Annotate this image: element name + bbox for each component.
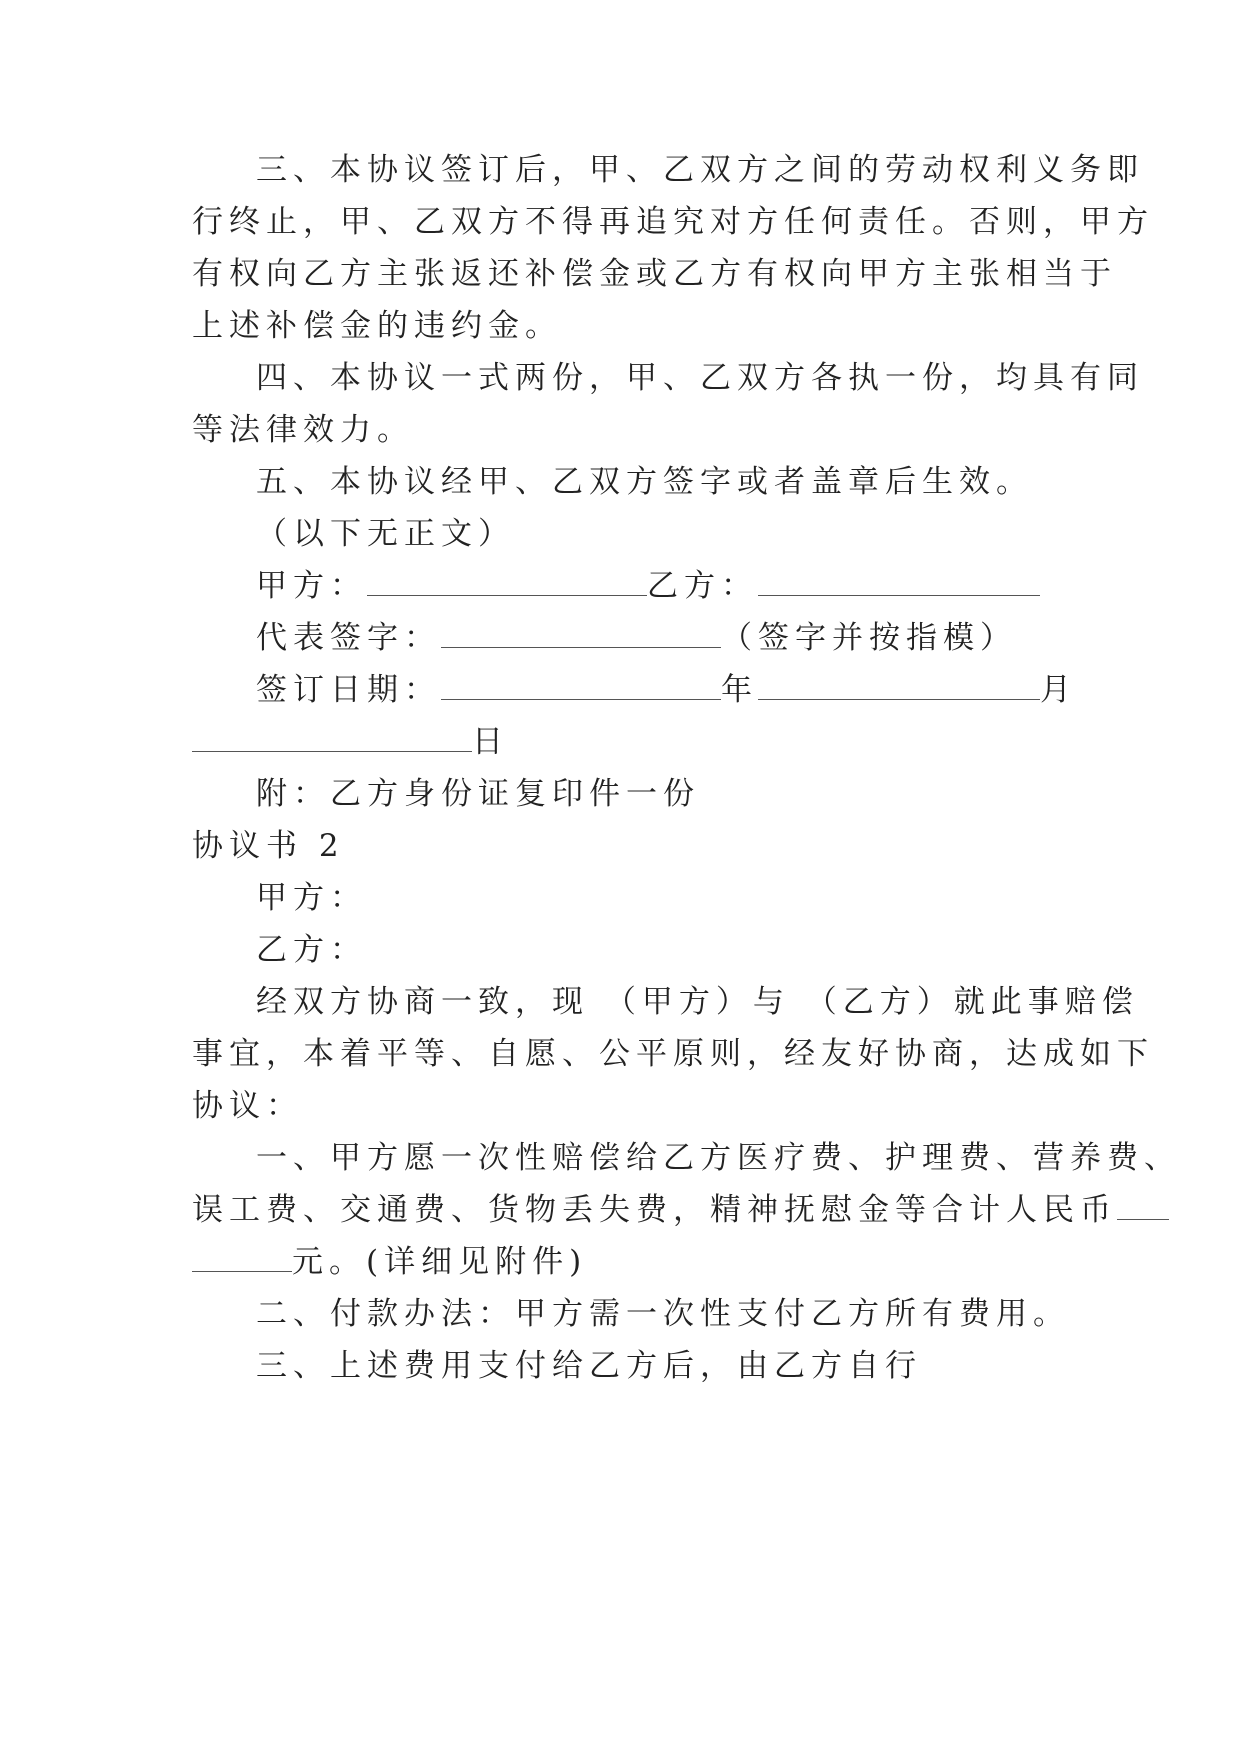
- item-1-line-1: 一、甲方愿一次性赔偿给乙方医疗费、护理费、营养费、: [256, 1140, 1181, 1176]
- representative-signature-row: [256, 618, 1116, 658]
- clause-4-line-2: 等法律效力。: [192, 412, 414, 448]
- preamble-line-3: 协议：: [192, 1088, 303, 1124]
- party-a-signature-blank: [367, 569, 647, 596]
- year-blank: [441, 673, 721, 700]
- representative-note: （签字并按指模）: [721, 620, 1017, 656]
- attachment-note: 附：乙方身份证复印件一份: [256, 776, 700, 812]
- party-b-label: 乙方：: [647, 568, 758, 604]
- clause-3-line-3: 有权向乙方主张返还补偿金或乙方有权向甲方主张相当于: [192, 256, 1117, 292]
- clause-3-line-1: 三、本协议签订后，甲、乙双方之间的劳动权利义务即: [256, 152, 1144, 188]
- clause-3-line-2: 行终止，甲、乙双方不得再追究对方任何责任。否则，甲方: [192, 204, 1154, 240]
- day-blank: [192, 725, 472, 752]
- item-2-payment-method: 二、付款办法：甲方需一次性支付乙方所有费用。: [256, 1296, 1070, 1332]
- item-1-line-3: [192, 1242, 1052, 1282]
- party-a-heading: 甲方：: [256, 880, 367, 916]
- clause-5: 五、本协议经甲、乙双方签字或者盖章后生效。: [256, 464, 1033, 500]
- party-b-heading: 乙方：: [256, 932, 367, 968]
- signing-date-label: 签订日期：: [256, 672, 441, 708]
- item-1-line-2: [192, 1190, 1117, 1230]
- agreement-2-title: 协议书 2: [192, 828, 345, 864]
- party-b-signature-blank: [758, 569, 1040, 596]
- preamble-line-1: 经双方协商一致，现 （甲方）与 （乙方）就此事赔偿: [256, 984, 1139, 1020]
- representative-label: 代表签字：: [256, 620, 441, 656]
- signing-date-row: [256, 670, 1116, 710]
- party-a-label: 甲方：: [256, 568, 367, 604]
- day-row: [192, 722, 1052, 762]
- clause-3-line-4: 上述补偿金的违约金。: [192, 308, 562, 344]
- preamble-line-2: 事宜，本着平等、自愿、公平原则，经友好协商，达成如下: [192, 1036, 1154, 1072]
- party-signature-row: [256, 566, 1116, 606]
- item-1-line-2-text: 误工费、交通费、货物丢失费，精神抚慰金等合计人民币: [192, 1192, 1117, 1228]
- no-more-text-note: （以下无正文）: [256, 516, 515, 552]
- item-3-partial: 三、上述费用支付给乙方后，由乙方自行: [256, 1348, 922, 1384]
- month-label: 月: [1040, 672, 1077, 708]
- day-label: 日: [472, 724, 509, 760]
- amount-blank-start: [1117, 1193, 1169, 1220]
- representative-signature-blank: [441, 621, 721, 648]
- clause-4-line-1: 四、本协议一式两份，甲、乙双方各执一份，均具有同: [256, 360, 1144, 396]
- year-label: 年: [721, 672, 758, 708]
- item-1-line-3-text: 元。(详细见附件): [292, 1244, 588, 1280]
- amount-blank-end: [192, 1245, 292, 1272]
- month-blank: [758, 673, 1040, 700]
